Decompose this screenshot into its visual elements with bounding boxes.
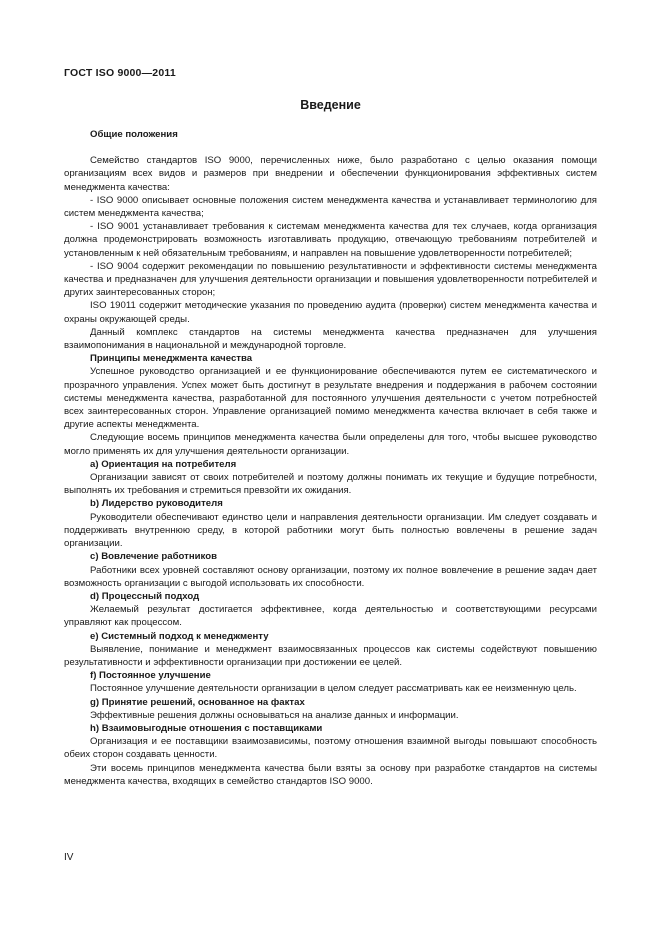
principle-heading-b: b) Лидерство руководителя [90,498,223,510]
paragraph: - ISO 9004 содержит рекомендации по повышению результативности и эффективности системы менеджмента качества и предназначен для улучшения деятельности организации и повышения удовлетворенности потребителей и других заинтересованных сторон; [64,260,597,299]
paragraph: ISO 19011 содержит методические указания по проведению аудита (проверки) систем менеджмента качества и охраны окружающей среды. [64,300,597,325]
principle-heading-d: d) Процессный подход [90,590,200,602]
principle-heading-e: e) Системный подход к менеджменту [90,630,269,642]
principle-heading-g: g) Принятие решений, основанное на фактах [90,696,305,708]
principle-heading-c: c) Вовлечение работников [90,551,217,563]
paragraph: Успешное руководство организацией и ее функционирование обеспечиваются путем ее систематического и прозрачного управления. Успех может быть достигнут в результате внедрения и поддержания в рабочем состоянии системы менеджмента качества, разработанной для постоянного улучшения деятельности с учетом потребностей всех заинтересованных сторон. Управление организацией помимо менеджмента качества включает в себя также и другие аспекты менеджмента. [64,366,597,431]
principle-text-f: Постоянное улучшение деятельности организации в целом следует рассматривать как ее неизменную цель. [90,683,577,695]
principle-text-e: Выявление, понимание и менеджмент взаимосвязанных процессов как системы содействуют повышению результативности и эффективности организации при достижении ее целей. [64,643,597,668]
paragraph: Семейство стандартов ISO 9000, перечисленных ниже, было разработано с целью оказания помощи организациям всех видов и размеров при внедрении и обеспечении функционирования эффективных систем менеджмента качества: [64,155,597,193]
closing-paragraph: Эти восемь принципов менеджмента качества были взяты за основу при разработке стандартов на системы менеджмента качества, входящих в семейство стандартов ISO 9000. [64,762,597,787]
principle-heading-a: a) Ориентация на потребителя [90,458,237,470]
principle-text-c: Работники всех уровней составляют основу организации, поэтому их полное вовлечение в решение задач дает возможность организации с выгодой использовать их способности. [64,564,597,589]
paragraph: Данный комплекс стандартов на системы менеджмента качества предназначен для улучшения взаимопонимания в национальной и международной торговле. [64,326,597,352]
paragraph: - ISO 9001 устанавливает требования к системам менеджмента качества для тех случаев, когда организация должна продемонстрировать возможность изготавливать продукцию, отвечающую требованиям потребителей и установленным к ней обязательным требованиям, и направлен на повышение удовлетворенности потребителей; [64,221,597,259]
principle-heading-f: f) Постоянное улучшение [90,670,211,682]
paragraph: - ISO 9000 описывает основные положения систем менеджмента качества и устанавливает терминологию для систем менеджмента качества; [64,194,597,220]
principle-text-g: Эффективные решения должны основываться на анализе данных и информации. [90,709,459,721]
document-body [64,128,597,788]
section-heading-principles: Принципы менеджмента качества [90,353,253,365]
principle-text-h: Организация и ее поставщики взаимозависимы, поэтому отношения взаимной выгоды повышают способность обеих сторон создавать ценности. [64,736,597,761]
document-code-header: ГОСТ ISO 9000—2011 [64,67,176,79]
paragraph: Следующие восемь принципов менеджмента качества были определены для того, чтобы высшее руководство могло применять их для улучшения деятельности организации. [64,432,597,457]
principle-text-b: Руководители обеспечивают единство цели и направления деятельности организации. Им следует создавать и поддерживать внутреннюю среду, в которой работники могут быть полностью вовлечены в решение задач организации. [64,511,597,550]
page-number: IV [64,852,74,863]
section-heading-general: Общие положения [90,129,178,140]
principle-text-d: Желаемый результат достигается эффективнее, когда деятельностью и соответствующими ресурсами управляют как процессом. [64,604,597,629]
principle-heading-h: h) Взаимовыгодные отношения с поставщиками [90,722,323,734]
principle-text-a: Организации зависят от своих потребителей и поэтому должны понимать их текущие и будущие потребности, выполнять их требования и стремиться превзойти их ожидания. [64,472,597,497]
page-title: Введение [300,98,361,112]
